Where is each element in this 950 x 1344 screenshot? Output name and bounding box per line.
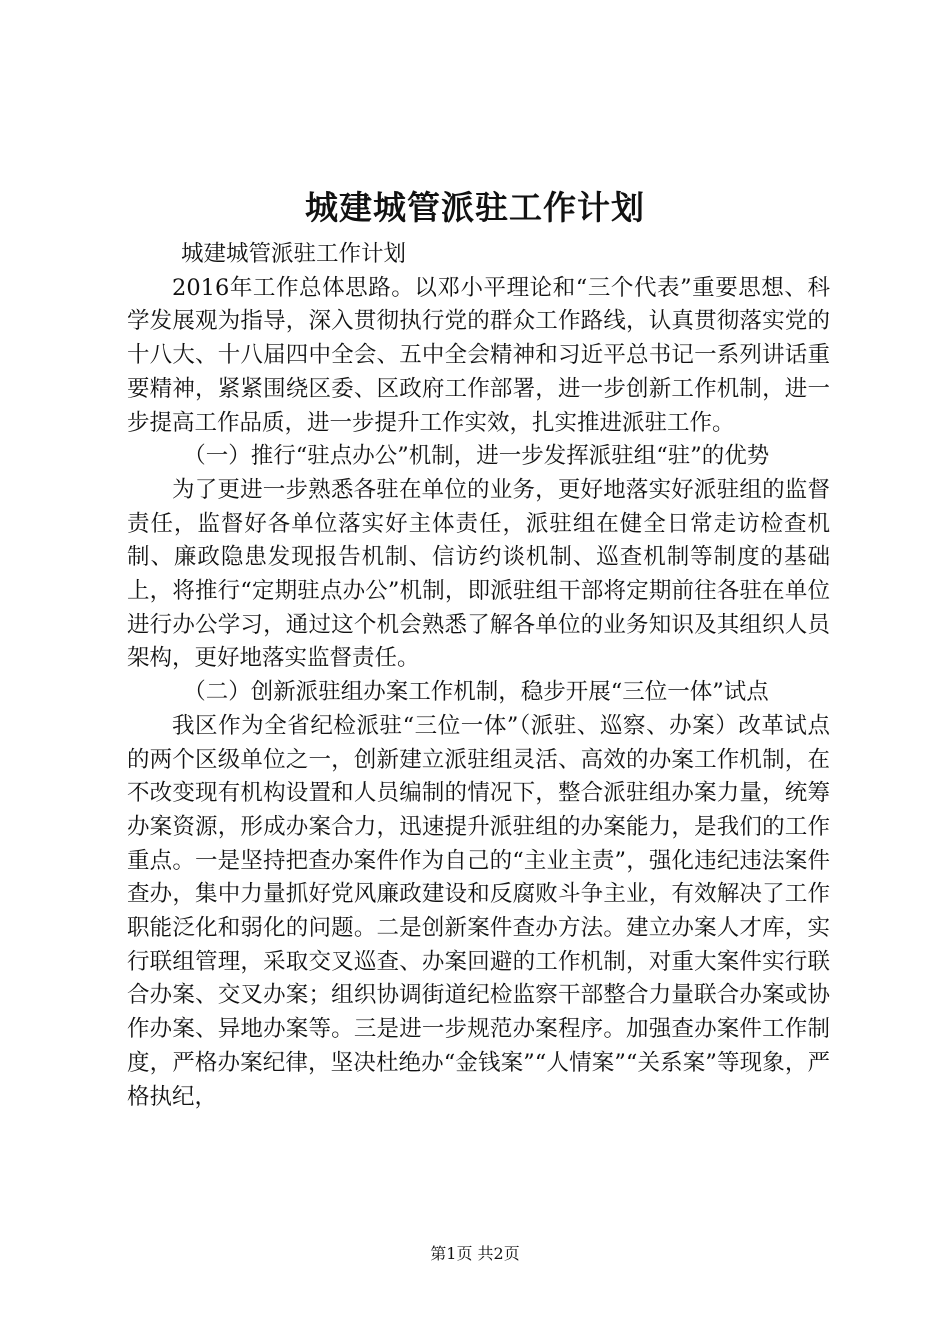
page-footer: 第1页 共2页	[430, 1244, 520, 1263]
paragraph-section-1: 为了更进一步熟悉各驻在单位的业务，更好地落实好派驻组的监督责任，监督好各单位落实好主体责任，派驻组在健全日常走访检查机制、廉政隐患发现报告机制、信访约谈机制、巡查机制等制度的基础上，将推行“定期驻点办公”机制，即派驻组干部将定期前往各驻在单位进行办公学习，通过这个机会熟悉了解各单位的业务知识及其组织人员架构，更好地落实监督责任。	[127, 476, 830, 672]
paragraph-overall-approach: 2016年工作总体思路。以邓小平理论和“三个代表”重要思想、科学发展观为指导，深入贯彻执行党的群众工作路线，认真贯彻落实党的十八大、十八届四中全会、五中全会精神和习近平总书记一系列讲话重要精神，紧紧围绕区委、区政府工作部署，进一步创新工作机制，进一步提高工作品质，进一步提升工作实效，扎实推进派驻工作。	[127, 274, 830, 436]
document-title: 城建城管派驻工作计划	[305, 188, 645, 227]
body-subtitle: 城建城管派驻工作计划	[181, 241, 407, 267]
document-body	[127, 238, 830, 1114]
section-heading-1: （一）推行“驻点办公”机制，进一步发挥派驻组“驻”的优势	[183, 443, 770, 470]
paragraph-section-2: 我区作为全省纪检派驻“三位一体”（派驻、巡察、办案）改革试点的两个区级单位之一，创新建立派驻组灵活、高效的办案工作机制，在不改变现有机构设置和人员编制的情况下，整合派驻组办案力量，统筹办案资源，形成办案合力，迅速提升派驻组的办案能力，是我们的工作重点。一是坚持把查办案件作为自己的“主业主责”，强化违纪违法案件查办，集中力量抓好党风廉政建设和反腐败斗争主业，有效解决了工作职能泛化和弱化的问题。二是创新案件查办方法。建立办案人才库，实行联组管理，采取交叉巡查、办案回避的工作机制，对重大案件实行联合办案、交叉办案；组织协调街道纪检监察干部整合力量联合办案或协作办案、异地办案等。三是进一步规范办案程序。加强查办案件工作制度，严格办案纪律，坚决杜绝办“金钱案”“人情案”“关系案”等现象，严格执纪，	[127, 712, 830, 1110]
section-heading-2: （二）创新派驻组办案工作机制，稳步开展“三位一体”试点	[183, 679, 769, 706]
